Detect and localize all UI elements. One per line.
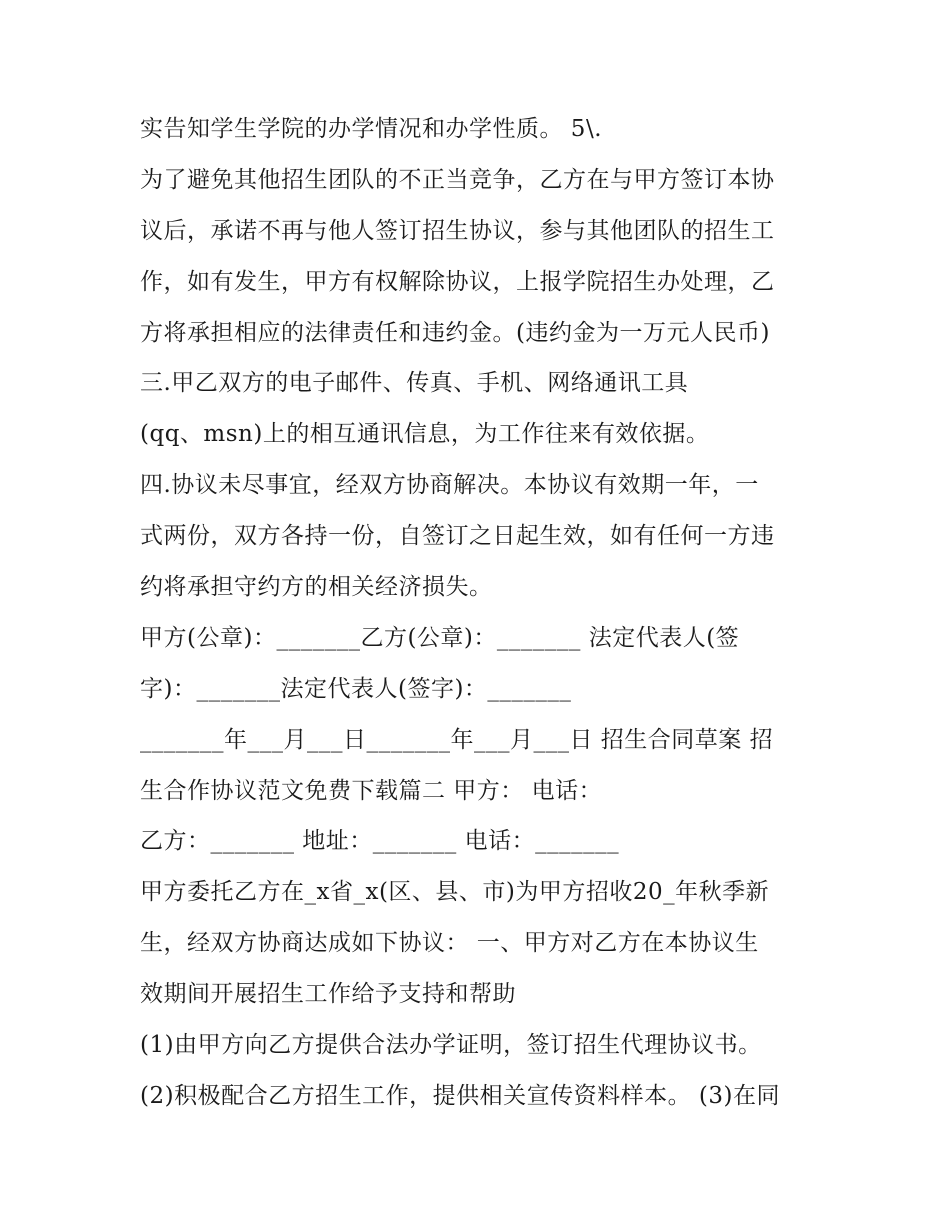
- text-line-11: 甲方(公章)：_______乙方(公章)：_______ 法定代表人(签: [140, 624, 740, 651]
- text-line-18: 效期间开展招生工作给予支持和帮助: [140, 981, 516, 1008]
- text-line-7: (qq、msn)上的相互通讯信息，为工作往来有效依据。: [140, 421, 710, 448]
- text-line-10: 约将承担守约方的相关经济损失。: [140, 574, 493, 601]
- document-page: [140, 104, 830, 1122]
- text-line-3: 议后，承诺不再与他人签订招生协议，参与其他团队的招生工: [140, 217, 775, 244]
- text-line-19: (1)由甲方向乙方提供合法办学证明，签订招生代理协议书。: [140, 1032, 762, 1059]
- text-line-15: 乙方：_______ 地址：_______ 电话：_______: [140, 828, 620, 855]
- text-line-17: 生，经双方协商达成如下协议： 一、甲方对乙方在本协议生: [140, 930, 759, 957]
- text-line-1: 实告知学生学院的办学情况和办学性质。 5\.: [140, 116, 603, 142]
- text-line-9: 式两份，双方各持一份，自签订之日起生效，如有任何一方违: [140, 523, 775, 550]
- text-line-20: (2)积极配合乙方招生工作，提供相关宣传资料样本。 (3)在同: [140, 1082, 780, 1109]
- text-line-14: 生合作协议范文免费下载篇二 甲方： 电话：: [140, 777, 603, 804]
- text-line-12: 字)：_______法定代表人(签字)：_______: [140, 675, 572, 702]
- text-line-16: 甲方委托乙方在_x省_x(区、县、市)为甲方招收20_年秋季新: [140, 879, 770, 906]
- text-line-13: _______年___月___日_______年___月___日 招生合同草案 招: [140, 726, 774, 753]
- text-line-4: 作，如有发生，甲方有权解除协议，上报学院招生办处理，乙: [140, 268, 775, 295]
- text-line-6: 三.甲乙双方的电子邮件、传真、手机、网络通讯工具: [140, 370, 689, 397]
- text-line-8: 四.协议未尽事宜，经双方协商解决。本协议有效期一年，一: [140, 472, 759, 499]
- text-line-5: 方将承担相应的法律责任和违约金。(违约金为一万元人民币): [140, 319, 770, 346]
- text-line-2: 为了避免其他招生团队的不正当竞争，乙方在与甲方签订本协: [140, 166, 775, 193]
